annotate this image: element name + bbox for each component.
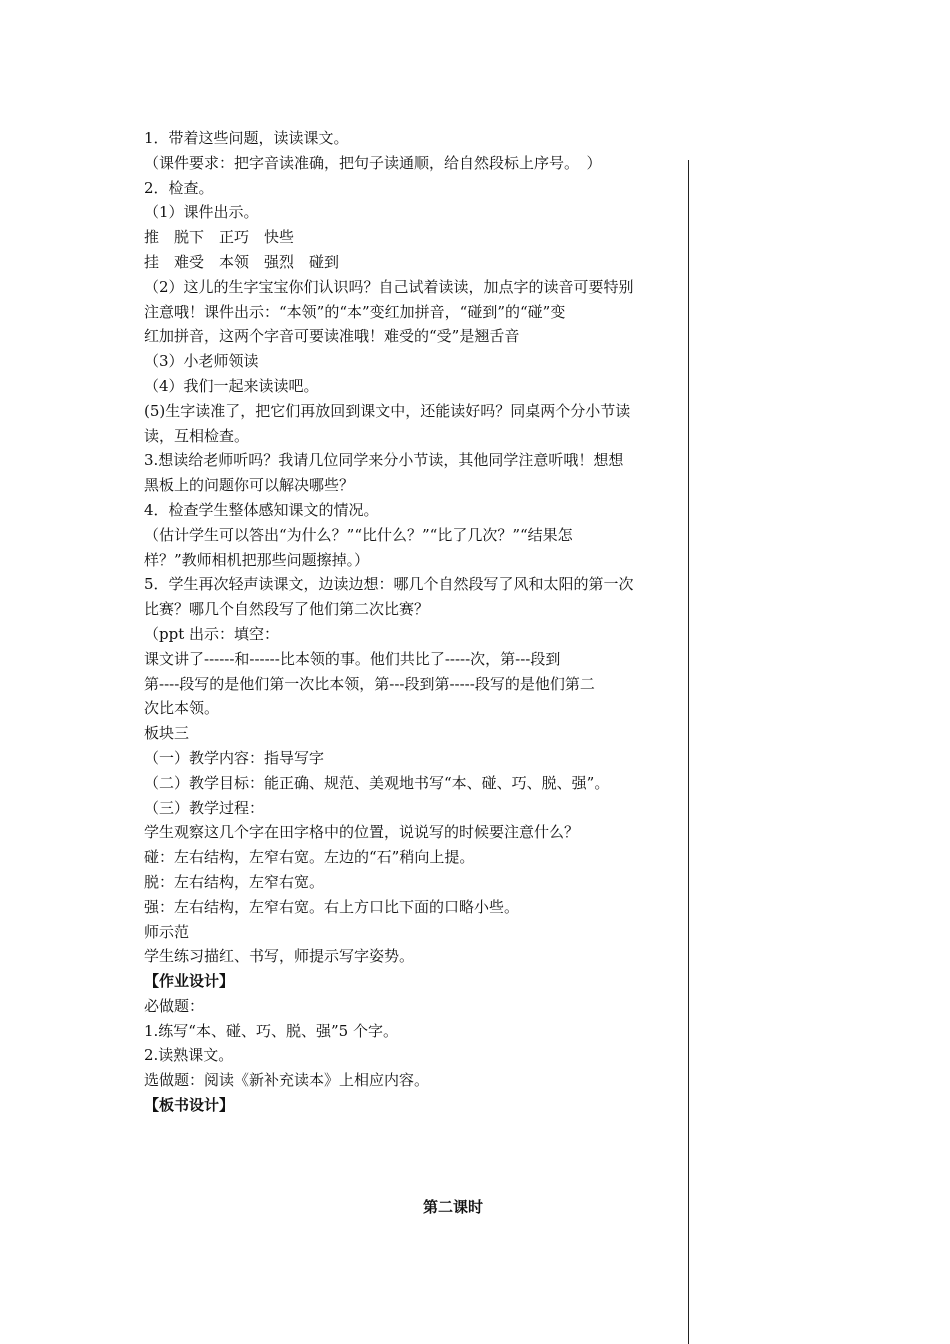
text-line: （三）教学过程： [144,798,265,817]
text-line: 4．检查学生整体感知课文的情况。 [144,500,379,519]
text-line: 注意哦！课件出示：“本领”的“本”变红加拼音，“碰到”的“碰”变 [144,302,566,321]
text-line: （1）课件出示。 [144,203,259,222]
text-line: 2.读熟课文。 [144,1046,234,1065]
document-body [144,126,680,1118]
text-line: 样？”教师相机把那些问题擦掉。） [144,550,370,569]
section-title: 第二课时 [422,1198,483,1216]
text-line: 比赛？哪几个自然段写了他们第二次比赛？ [144,600,430,619]
text-line: 师示范 [144,922,190,941]
text-line: 选做题：阅读《新补充读本》上相应内容。 [144,1071,430,1090]
text-line: 1.练写“本、碰、巧、脱、强”5 个字。 [144,1021,398,1040]
text-line: （2）这儿的生字宝宝你们认识吗？自己试着读读，加点字的读音可要特别 [144,277,634,296]
text-line: 推 脱下 正巧 快些 [144,228,295,247]
page-right-rule [688,160,689,1344]
text-line: 红加拼音，这两个字音可要读准哦！难受的“受”是翘舌音 [144,327,520,346]
text-line: (5)生字读准了，把它们再放回到课文中，还能读好吗？同桌两个分小节读 [144,401,631,420]
text-line: 2．检查。 [144,178,214,197]
text-line: （二）教学目标：能正确、规范、美观地书写“本、碰、巧、脱、强”。 [144,773,610,792]
text-line: 强：左右结构，左窄右宽。右上方口比下面的口略小些。 [144,897,520,916]
text-line: （一）教学内容：指导写字 [144,748,325,767]
text-line: （4）我们一起来读读吧。 [144,376,319,395]
text-line: 碰：左右结构，左窄右宽。左边的“石”稍向上提。 [144,848,475,867]
text-line: 3.想读给老师听吗？我请几位同学来分小节读，其他同学注意听哦！想想 [144,451,624,470]
text-line: 读，互相检查。 [144,426,250,445]
board-design-heading: 【板书设计】 [144,1096,235,1115]
text-line: 课文讲了------和------比本领的事。他们共比了-----次，第---段到 [144,649,561,668]
homework-heading: 【作业设计】 [144,972,235,991]
text-line: 次比本领。 [144,699,220,718]
text-line: （ppt 出示：填空： [144,624,280,643]
text-line: 1．带着这些问题，读读课文。 [144,129,349,147]
text-line: 挂 难受 本领 强烈 碰到 [144,252,340,271]
text-line: 脱：左右结构，左窄右宽。 [144,872,325,891]
text-line: 必做题： [144,996,205,1015]
text-line: （估计学生可以答出“为什么？”“比什么？”“比了几次？”“结果怎 [144,525,573,544]
text-line: （3）小老师领读 [144,352,259,371]
section-heading: 板块三 [144,724,190,743]
text-line: 5．学生再次轻声读课文，边读边想：哪几个自然段写了风和太阳的第一次 [144,575,634,594]
text-line: 第----段写的是他们第一次比本领，第---段到第-----段写的是他们第二 [144,674,595,693]
text-line: 学生练习描红、书写，师提示写字姿势。 [144,947,415,966]
text-line: （课件要求：把字音读准确，把句子读通顺，给自然段标上序号。 ） [144,153,602,172]
text-line: 学生观察这几个字在田字格中的位置，说说写的时候要注意什么？ [144,823,580,842]
text-line: 黑板上的问题你可以解决哪些？ [144,476,355,495]
